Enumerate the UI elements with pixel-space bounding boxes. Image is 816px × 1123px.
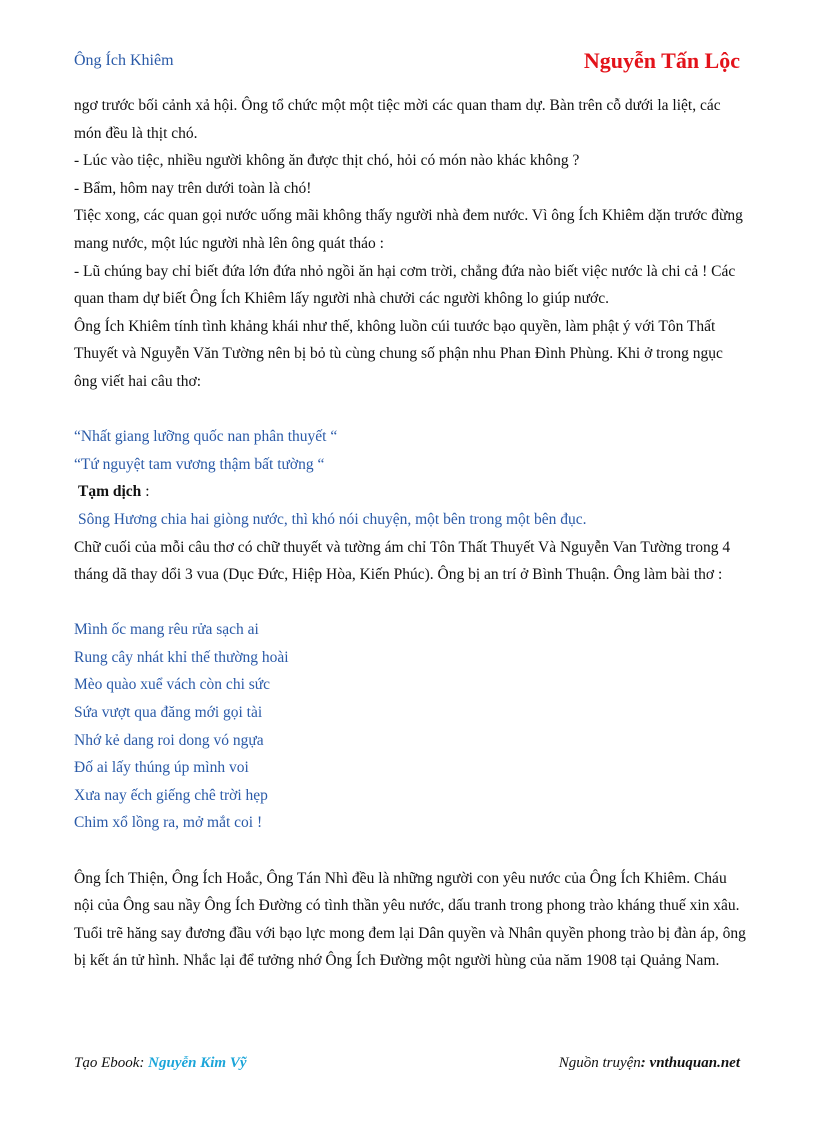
footer-source-credit bbox=[559, 1055, 740, 1072]
poem-line: Xưa nay ếch giếng chê trời hẹp bbox=[74, 786, 268, 804]
poem-line: Rung cây nhát khỉ thế thường hoài bbox=[74, 648, 289, 666]
spacer bbox=[74, 837, 746, 865]
paragraph: Tiệc xong, các quan gọi nước uống mãi không thấy người nhà đem nước. Vì ông Ích Khiêm dặn trước đừng mang nước, một lúc người nhà lên ông quát tháo : bbox=[74, 207, 743, 252]
footer-source-sep: : bbox=[640, 1055, 650, 1071]
footer-source-site: vnthuquan.net bbox=[649, 1055, 740, 1071]
paragraph: - Lúc vào tiệc, nhiều người không ăn được thịt chó, hỏi có món nào khác không ? bbox=[74, 152, 580, 170]
paragraph: - Lũ chúng bay chỉ biết đứa lớn đứa nhỏ ngồi ăn hại cơm trời, chẳng đứa nào biết việc nước là chi cả ! Các quan tham dự biết Ông Ích Khiêm lấy người nhà chưởi các người không lo giúp nước. bbox=[74, 262, 736, 308]
translation-colon: : bbox=[141, 483, 150, 501]
poem-line: Đố ai lấy thúng úp mình voi bbox=[74, 759, 249, 777]
spacer bbox=[74, 396, 746, 424]
poem-line: Chim xổ lồng ra, mở mắt coi ! bbox=[74, 814, 263, 832]
poem-quote-line: “Nhất giang lưỡng quốc nan phân thuyết “ bbox=[74, 428, 338, 446]
poem-line: Sứa vượt qua đăng mới gọi tài bbox=[74, 704, 263, 722]
translation-label: Tạm dịch bbox=[78, 483, 142, 501]
paragraph: - Bẩm, hôm nay trên dưới toàn là chó! bbox=[74, 179, 312, 197]
poem-line: Mèo quào xuể vách còn chi sức bbox=[74, 676, 271, 694]
paragraph: ngơ trước bối cảnh xả hội. Ông tổ chức một một tiệc mời các quan tham dự. Bàn trên cỗ dưới la liệt, các món đều là thịt chó. bbox=[74, 97, 721, 142]
paragraph: Ông Ích Khiêm tính tình khảng khái như thế, không luồn cúi tuước bạo quyền, làm phật ý với Tôn Thất Thuyết và Nguyễn Văn Tường nên bị bỏ tù cùng chung số phận nhu Phan Đình Phùng. Khi ở trong ngục ông viết hai câu thơ: bbox=[74, 317, 723, 390]
poem-line: Mình ốc mang rêu rửa sạch ai bbox=[74, 621, 259, 639]
translation-heading bbox=[74, 478, 746, 506]
footer-ebook-sep: : bbox=[139, 1055, 149, 1071]
paragraph: Chữ cuối của mỗi câu thơ có chữ thuyết và tường ám chỉ Tôn Thất Thuyết Và Nguyễn Van Tường trong 4 tháng dã thay dổi 3 vua (Dục Đức, Hiệp Hòa, Kiến Phúc). Ông bị an trí ở Bình Thuận. Ông làm bài thơ : bbox=[74, 538, 731, 584]
footer-ebook-credit bbox=[74, 1055, 247, 1072]
spacer bbox=[74, 589, 746, 617]
header-author: Nguyễn Tấn Lộc bbox=[583, 48, 740, 73]
poem-line: Nhớ kẻ dang roi dong vó ngựa bbox=[74, 731, 264, 749]
footer-source-label: Nguồn truyện bbox=[558, 1055, 641, 1071]
translation-text: Sông Hương chia hai giòng nước, thì khó nói chuyện, một bên trong một bên đục. bbox=[78, 510, 587, 528]
footer-ebook-label: Tạo Ebook bbox=[74, 1055, 140, 1071]
paragraph: Ông Ích Thiện, Ông Ích Hoắc, Ông Tán Nhì đều là những người con yêu nước của Ông Ích Khiêm. Cháu nội của Ông sau nầy Ông Ích Đường có tình thần yêu nước, dấu tranh trong phong trào kháng thuế xin xâu. Tuổi trẽ hăng say đương đầu với bạo lực mong đem lại Dân quyền và Nhân quyền phong trào bị đàn áp, ông bị kết án tử hình. Nhắc lại để tưởng nhớ Ông Ích Đường một người hùng của năm 1908 tại Quảng Nam. bbox=[74, 869, 746, 970]
page-body bbox=[74, 92, 746, 975]
header-book-title: Ông Ích Khiêm bbox=[74, 52, 174, 69]
poem-quote-line: “Tứ nguyệt tam vương thậm bất tường “ bbox=[74, 455, 325, 473]
footer-ebook-name: Nguyễn Kim Vỹ bbox=[148, 1055, 247, 1071]
